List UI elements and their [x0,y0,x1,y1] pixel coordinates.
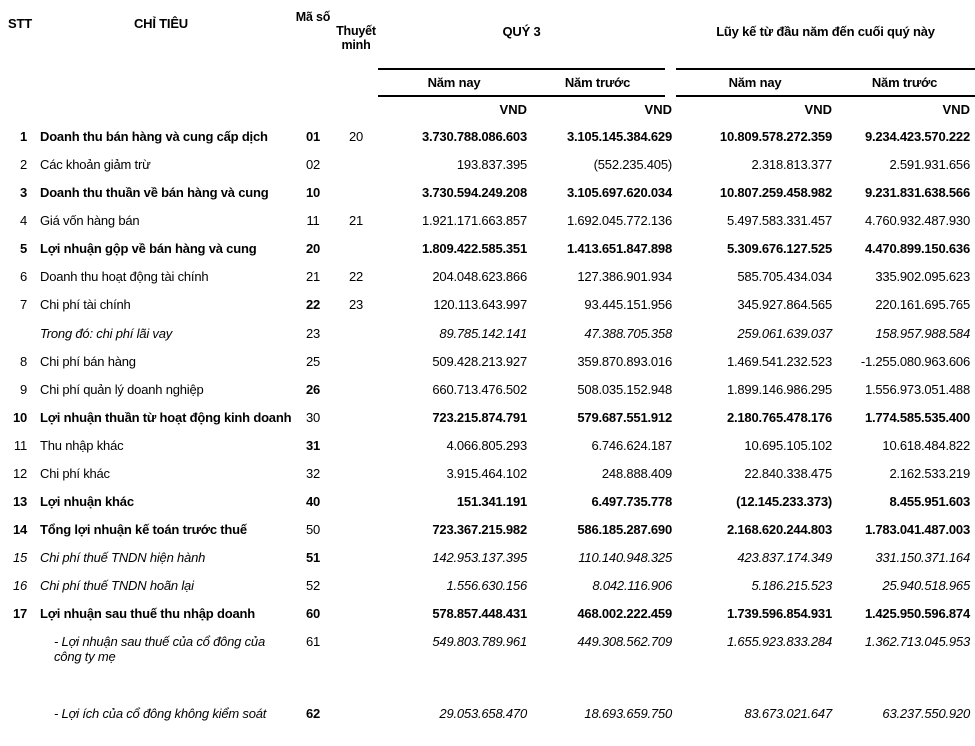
row-code: 51 [305,550,321,566]
row-label: Chi phí bán hàng [40,353,136,369]
row-q3-current-year-value: 204.048.623.866 [432,269,527,285]
row-label: Doanh thu thuần về bán hàng và cung [40,185,269,201]
row-ytd-prior-year-value: 2.591.931.656 [889,157,970,173]
row-label: Chi phí khác [40,465,110,481]
row-code: 40 [305,494,321,510]
row-stt: 2 [19,157,27,173]
row-label: Chi phí tài chính [40,297,131,313]
row-ytd-current-year-value: 10.807.259.458.982 [719,185,832,201]
row-stt: 13 [12,494,27,510]
row-ytd-current-year-value: 1.739.596.854.931 [726,606,832,622]
row-note: 22 [348,269,364,285]
row-note [334,376,378,404]
row-stt: 11 [13,437,27,453]
row-note [334,572,378,600]
row-q3-current-year-value: 3.915.464.102 [446,465,527,481]
row-q3-current-year-value: 723.367.215.982 [432,522,527,538]
row-stt [0,672,30,728]
row-q3-current-year-value: 509.428.213.927 [432,353,527,369]
row-label: Lợi nhuận gộp về bán hàng và cung [40,241,257,257]
row-ytd-prior-year-value: 1.362.713.045.953 [864,634,970,650]
row-ytd-prior-year-value: 335.902.095.623 [875,269,970,285]
row-stt [0,320,30,348]
row-label: Lợi nhuận thuần từ hoạt động kinh doanh [40,409,292,425]
currency-row [0,97,975,123]
row-stt: 8 [19,353,27,369]
row-note [334,488,378,516]
row-ytd-prior-year-value: 9.234.423.570.222 [864,129,970,144]
row-ytd-current-year-value: 2.180.765.478.176 [726,409,832,425]
row-ytd-prior-year-value: 220.161.695.765 [875,297,970,313]
row-code: 52 [305,578,321,594]
col-header-chi-tieu: CHỈ TIÊU [133,16,188,31]
row-q3-prior-year-value: 8.042.116.906 [592,578,672,594]
row-note [334,348,378,376]
row-ytd-prior-year-value: 2.162.533.219 [889,465,970,481]
row-ytd-current-year-value: 345.927.864.565 [737,297,832,313]
row-q3-prior-year-value: 1.413.651.847.898 [566,241,672,257]
row-label: Giá vốn hàng bán [40,213,140,229]
row-q3-current-year-value: 120.113.643.997 [433,297,527,313]
row-q3-prior-year-value: 6.746.624.187 [591,437,672,453]
row-code: 21 [305,269,321,285]
row-q3-prior-year-value: 449.308.562.709 [577,634,672,650]
row-ytd-current-year-value: 5.497.583.331.457 [726,213,832,229]
row-stt: 6 [19,269,27,285]
col-group-year-to-date: Lũy kế từ đầu năm đến cuối quý này [676,6,975,70]
currency-label: VND [804,102,832,117]
row-ytd-prior-year-value: 331.150.371.164 [875,550,970,566]
currency-label: VND [942,102,970,117]
row-note [334,516,378,544]
row-ytd-current-year-value: 22.840.338.475 [744,465,832,481]
row-note [334,460,378,488]
currency-label: VND [499,102,527,117]
row-note [334,179,378,207]
row-code: 02 [305,157,321,173]
row-q3-prior-year-value: 110.140.948.325 [578,550,672,566]
row-label: Doanh thu bán hàng và cung cấp dịch [40,129,268,144]
row-ytd-prior-year-value: 10.618.484.822 [882,437,970,453]
row-ytd-prior-year-value: 4.760.932.487.930 [864,213,970,229]
row-ytd-current-year-value: 423.837.174.349 [737,550,832,566]
row-q3-current-year-value: 1.921.171.663.857 [421,213,527,229]
row-ytd-current-year-value: 10.809.578.272.359 [719,129,832,144]
row-q3-current-year-value: 1.556.630.156 [446,578,527,594]
row-ytd-current-year-value: 10.695.105.102 [744,437,832,453]
col-header-q3-current-year: Năm nay [378,70,530,97]
row-ytd-current-year-value: 1.469.541.232.523 [726,353,832,369]
row-label: Lợi nhuận sau thuế thu nhập doanh [40,606,255,622]
row-ytd-current-year-value: 2.318.813.377 [751,157,832,173]
row-ytd-prior-year-value: 1.425.950.596.874 [864,606,970,622]
col-header-q3-prior-year: Năm trước [530,70,665,97]
row-ytd-prior-year-value: 1.774.585.535.400 [864,409,970,425]
row-label: - Lợi nhuận sau thuế của cổ đông của công ty mẹ [54,634,265,665]
row-ytd-prior-year-value: 8.455.951.603 [889,494,970,510]
row-stt: 9 [19,381,27,397]
row-note [334,672,378,728]
row-q3-prior-year-value: (552.235.405) [593,157,672,173]
row-code: 25 [305,353,321,369]
row-label: Chi phí quản lý doanh nghiệp [40,381,204,397]
row-ytd-prior-year-value: 1.783.041.487.003 [864,522,970,538]
row-code: 50 [305,522,321,538]
row-q3-prior-year-value: 359.870.893.016 [577,353,672,369]
row-q3-prior-year-value: 1.692.045.772.136 [566,213,672,229]
row-note [334,600,378,628]
row-q3-prior-year-value: 508.035.152.948 [577,381,672,397]
row-label: Lợi nhuận khác [40,494,134,510]
row-stt: 1 [19,129,27,144]
row-note [334,432,378,460]
row-ytd-prior-year-value: 9.231.831.638.566 [864,185,970,201]
row-stt: 7 [19,297,27,313]
row-q3-current-year-value: 578.857.448.431 [432,606,527,622]
row-code: 10 [305,185,321,201]
row-stt: 4 [19,213,27,229]
row-label: Doanh thu hoạt động tài chính [40,269,209,285]
row-q3-prior-year-value: 47.388.705.358 [584,325,672,341]
row-ytd-prior-year-value: -1.255.080.963.606 [860,353,970,369]
table-header [0,6,975,70]
row-label: Chi phí thuế TNDN hiện hành [40,550,206,566]
col-header-stt: STT [8,16,32,31]
col-header-ytd-prior-year: Năm trước [834,70,975,97]
row-ytd-current-year-value: 585.705.434.034 [737,269,832,285]
row-q3-prior-year-value: 248.888.409 [601,465,672,481]
row-label: - Lợi ích của cổ đông không kiểm soát [54,705,267,721]
row-ytd-prior-year-value: 25.940.518.965 [882,578,970,594]
row-q3-prior-year-value: 3.105.145.384.629 [566,129,672,144]
row-label: Chi phí thuế TNDN hoãn lại [40,578,194,594]
row-note [334,320,378,348]
row-ytd-current-year-value: 1.899.146.986.295 [726,381,832,397]
row-q3-prior-year-value: 3.105.697.620.034 [566,185,672,201]
row-q3-current-year-value: 723.215.874.791 [432,409,527,425]
row-ytd-prior-year-value: 1.556.973.051.488 [864,381,970,397]
row-stt: 16 [12,578,27,594]
row-note [334,628,378,671]
row-q3-prior-year-value: 127.386.901.934 [577,269,672,285]
row-q3-prior-year-value: 586.185.287.690 [577,522,672,538]
row-code: 22 [305,297,321,313]
row-q3-prior-year-value: 6.497.735.778 [591,494,672,510]
col-header-thuyet-minh: Thuyết minh [336,24,376,53]
row-q3-prior-year-value: 579.687.551.912 [577,409,672,425]
row-note: 21 [348,213,364,229]
row-note: 20 [348,129,364,144]
row-stt: 15 [12,550,27,566]
row-stt: 3 [19,185,27,201]
row-note [334,404,378,432]
row-label: Các khoản giảm trừ [40,157,151,173]
row-stt [0,628,30,671]
row-q3-current-year-value: 193.837.395 [456,157,527,173]
row-q3-current-year-value: 549.803.789.961 [432,634,527,650]
col-header-ma-so: Mã số [295,10,331,24]
row-stt: 17 [12,606,27,622]
row-code: 60 [305,606,321,622]
row-label: Trong đó: chi phí lãi vay [40,325,173,341]
row-q3-current-year-value: 660.713.476.502 [432,381,527,397]
row-ytd-current-year-value: 5.186.215.523 [751,578,832,594]
col-group-quarter3: QUÝ 3 [378,6,665,70]
col-header-ytd-current-year: Năm nay [676,70,834,97]
row-code: 20 [305,241,321,257]
row-q3-current-year-value: 1.809.422.585.351 [421,241,527,257]
row-ytd-prior-year-value: 63.237.550.920 [882,705,970,721]
row-code: 30 [305,409,321,425]
row-ytd-current-year-value: 5.309.676.127.525 [726,241,832,257]
row-ytd-current-year-value: 2.168.620.244.803 [726,522,832,538]
row-code: 31 [305,437,321,453]
row-ytd-current-year-value: (12.145.233.373) [736,494,832,510]
row-code: 01 [305,129,321,144]
row-q3-prior-year-value: 468.002.222.459 [577,606,672,622]
row-label: Tổng lợi nhuận kế toán trước thuế [40,522,247,538]
row-note: 23 [348,297,364,313]
row-stt: 10 [12,409,27,425]
row-note [334,151,378,179]
currency-label: VND [644,102,672,117]
row-code: 11 [306,213,320,229]
row-label: Thu nhập khác [40,437,124,453]
row-ytd-prior-year-value: 158.957.988.584 [875,325,970,341]
row-q3-prior-year-value: 93.445.151.956 [584,297,672,313]
row-ytd-current-year-value: 83.673.021.647 [744,705,832,721]
row-code: 26 [305,381,321,397]
row-q3-current-year-value: 142.953.137.395 [432,550,527,566]
row-stt: 12 [12,465,27,481]
row-code: 61 [305,634,321,650]
row-note [334,235,378,263]
row-ytd-current-year-value: 1.655.923.833.284 [726,634,832,650]
row-q3-current-year-value: 3.730.788.086.603 [421,129,527,144]
row-code: 62 [305,705,321,721]
row-q3-current-year-value: 151.341.191 [456,494,527,510]
row-q3-prior-year-value: 18.693.659.750 [584,705,672,721]
row-q3-current-year-value: 4.066.805.293 [446,437,527,453]
row-note [334,544,378,572]
row-stt: 14 [12,522,27,538]
table-subheader [0,70,975,97]
row-code: 32 [305,465,321,481]
row-q3-current-year-value: 89.785.142.141 [439,325,527,341]
table-body [0,123,975,728]
row-ytd-current-year-value: 259.061.639.037 [737,325,832,341]
row-q3-current-year-value: 29.053.658.470 [439,705,527,721]
row-stt: 5 [19,241,27,257]
row-ytd-prior-year-value: 4.470.899.150.636 [864,241,970,257]
row-q3-current-year-value: 3.730.594.249.208 [421,185,527,201]
row-code: 23 [305,325,321,341]
